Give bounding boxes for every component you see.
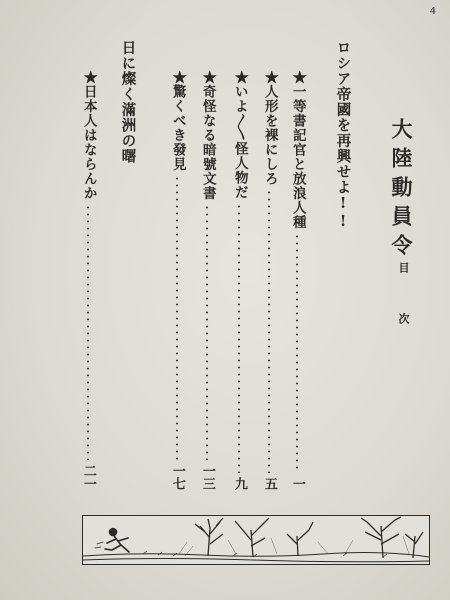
toc-label: 目次 (397, 262, 410, 364)
toc-entry-page: 五 (261, 477, 277, 490)
toc-entry-title: ★日本人はならんか (80, 70, 97, 201)
toc-entry-3[interactable] (230, 70, 248, 490)
leader-dots (176, 175, 178, 461)
leader-dots (238, 203, 240, 474)
bare-trees (195, 517, 423, 558)
toc-entry-title: ★驚くべき發見 (169, 70, 186, 172)
toc-entry-2[interactable] (260, 70, 278, 490)
toc-entry-page: 一三 (199, 464, 215, 490)
toc-entry-title: ★いよ〳〵怪人物だ (231, 70, 248, 200)
toc-entry-page: 一 (289, 477, 305, 490)
toc-entry-6[interactable] (79, 70, 97, 490)
section-heading-1: ロシア帝國を再興せよ!! (334, 40, 352, 231)
book-title: 大陸動員令 (389, 118, 414, 263)
toc-entry-4[interactable] (198, 70, 216, 490)
landscape-illustration (83, 516, 429, 564)
leader-dots (87, 204, 89, 461)
leader-dots (268, 189, 270, 473)
toc-entry-title: ★奇怪なる暗號文書 (199, 70, 216, 201)
toc-entry-page: 一七 (169, 464, 185, 490)
toc-entry-1[interactable] (288, 70, 306, 490)
toc-entry-5[interactable] (168, 70, 186, 490)
toc-entry-page: 九 (231, 477, 247, 490)
page-number: 4 (429, 6, 436, 17)
toc-entry-title: ★一等書記官と放浪人種 (289, 70, 306, 230)
toc-entry-title: ★人形を裸にしろ (261, 70, 278, 186)
running-figure (95, 529, 129, 553)
leader-dots (206, 204, 208, 461)
decorative-vignette (82, 515, 430, 565)
section-heading-2: 日に燦く滿洲の曙 (119, 40, 137, 164)
toc-entry-page: 二一 (80, 464, 96, 490)
leader-dots (296, 233, 298, 474)
